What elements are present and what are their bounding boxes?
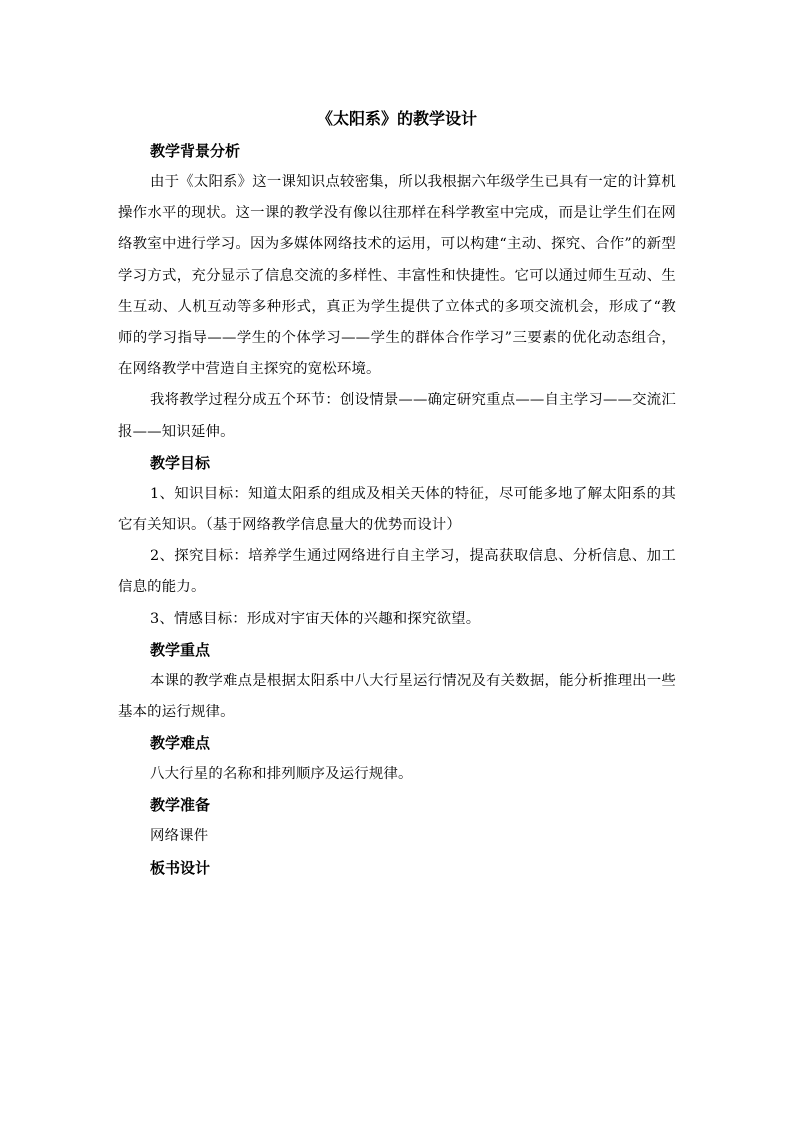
section-heading: 板书设计 xyxy=(150,858,211,877)
section-difficulties xyxy=(118,728,676,790)
section-preparation xyxy=(118,790,676,852)
section-heading: 教学难点 xyxy=(150,734,211,753)
document-body xyxy=(118,104,676,884)
paragraph: 本课的教学难点是根据太阳系中八大行星运行情况及有关数据，能分析推理出一些基本的运行规律。 xyxy=(118,672,676,721)
section-background xyxy=(118,136,676,448)
paragraph: 我将教学过程分成五个环节：创设情景——确定研究重点——自主学习——交流汇报——知识延伸。 xyxy=(118,392,676,440)
document-title: 《太阳系》的教学设计 xyxy=(316,109,477,128)
section-heading: 教学准备 xyxy=(150,796,211,815)
paragraph: 1、知识目标：知道太阳系的组成及相关天体的特征，尽可能多地了解太阳系的其它有关知识。（基于网络教学信息量大的优势而设计） xyxy=(118,485,676,534)
paragraph: 2、探究目标：培养学生通过网络进行自主学习，提高获取信息、分析信息、加工信息的能力。 xyxy=(118,548,676,596)
section-objectives xyxy=(118,448,676,635)
section-heading: 教学目标 xyxy=(150,453,211,472)
section-board-design xyxy=(118,853,676,884)
section-heading: 教学背景分析 xyxy=(150,142,241,160)
section-key-points xyxy=(118,635,676,728)
paragraph: 3、情感目标：形成对宇宙天体的兴趣和探究欲望。 xyxy=(150,610,481,627)
paragraph: 八大行星的名称和排列顺序及运行规律。 xyxy=(150,766,413,783)
section-heading: 教学重点 xyxy=(150,640,211,659)
paragraph: 由于《太阳系》这一课知识点较密集，所以我根据六年级学生已具有一定的计算机操作水平的现状。这一课的教学没有像以往那样在科学教室中完成，而是让学生们在网络教室中进行学习。因为多媒体网络技术的运用，可以构建“主动、探究、合作”的新型学习方式，充分显示了信息交流的多样性、丰富性和快捷性。它可以通过师生互动、生生互动、人机互动等多种形式，真正为学生提供了立体式的多项交流机会，形成了“教师的学习指导——学生的个体学习——学生的群体合作学习”三要素的优化动态组合，在网络教学中营造自主探究的宽松环境。 xyxy=(118,174,676,378)
paragraph: 网络课件 xyxy=(150,828,209,845)
